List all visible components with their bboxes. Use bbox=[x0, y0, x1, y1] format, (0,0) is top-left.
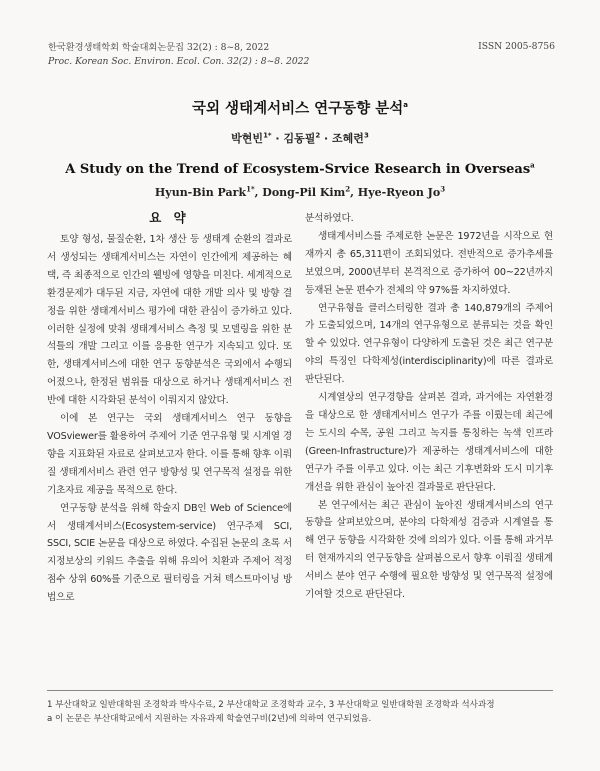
title-korean-text: 국외 생태계서비스 연구동향 분석 bbox=[192, 101, 404, 117]
author-ko-2: 김동필 bbox=[283, 132, 316, 145]
author-separator-en: , bbox=[350, 186, 358, 199]
abstract-paragraph: 분석하였다. bbox=[305, 213, 354, 224]
title-korean bbox=[0, 97, 600, 118]
abstract-paragraph: 이에 본 연구는 국외 생태계서비스 연구 동향을 VOSviewer를 활용하여 주제어 기준 연구유형 및 시계열 경향을 지표화된 자료로 살펴보고자 한다. 이를 통해 향후 이뤄질 생태계서비스 관련 연구 방향성 및 연구목적 설정을 위한 기초자료 제공을 목적으로 한다. bbox=[47, 413, 292, 496]
author-en-2-sup: 2 bbox=[345, 184, 351, 194]
abstract-paragraph: 연구유형을 클러스터링한 결과 총 140,879개의 주제어가 도출되었으며, 14개의 연구유형으로 분류되는 것을 확인할 수 있었다. 연구유형이 다양하게 도출된 것은 최근 연구분야의 특징인 다학제성(interdisciplinarity)에 따른 결과로 판단된다. bbox=[305, 302, 553, 386]
abstract-heading: 요 약 bbox=[149, 210, 190, 225]
journal-header bbox=[48, 41, 309, 69]
title-english bbox=[0, 162, 600, 177]
authors-english bbox=[0, 186, 600, 199]
footnote-funding: a 이 논문은 부산대학교에서 지원하는 자유과제 학술연구비(2년)에 의하여 연구되었음. bbox=[47, 714, 372, 724]
abstract-left-column bbox=[47, 231, 292, 607]
footnote-divider bbox=[47, 690, 553, 691]
abstract-paragraph: 시계열상의 연구경향을 살펴본 결과, 과거에는 자연환경을 대상으로 한 생태계서비스 연구가 주를 이뤘는데 최근에는 도시의 수목, 공원 그리고 녹지를 통칭하는 녹색 인프라(Green-Infrastructure)가 제공하는 생태계서비스에 대한 연구가 주를 이루고 있다. 이는 최근 기후변화와 도시 미기후 개선을 위한 관심이 높아진 결과물로 판단된다. bbox=[305, 392, 553, 493]
author-ko-1-sup: 1* bbox=[263, 131, 272, 140]
journal-name-en: Proc. Korean Soc. Environ. Ecol. Con. 32(2) : 8~8. 2022 bbox=[48, 56, 310, 67]
abstract-paragraph: 생태계서비스를 주제로한 논문은 1972년을 시작으로 현재까지 총 65,311편이 조회되었다. 전반적으로 증가추세를 보였으며, 2000년부터 본격적으로 증가하여 00~22년까지 등재된 논문 편수가 전체의 약 97%를 차지하였다. bbox=[305, 230, 553, 296]
title-english-text: A Study on the Trend of Ecosystem-Srvice Research in Overseas bbox=[65, 162, 531, 177]
issn: ISSN 2005-8756 bbox=[478, 41, 555, 52]
author-ko-3: 조혜련 bbox=[332, 132, 364, 145]
footnotes bbox=[47, 698, 553, 726]
author-en-2: Dong-Pil Kim bbox=[262, 186, 346, 199]
abstract-right-column bbox=[305, 210, 553, 604]
abstract-paragraph: 토양 형성, 물질순환, 1차 생산 등 생태계 순환의 결과로서 생성되는 생태계서비스는 자연이 인간에게 제공하는 혜택, 즉 최종적으로 인간의 웰빙에 영향을 미친다. 세계적으로 환경문제가 대두된 지금, 자연에 대한 개발 의사 및 방향 결정을 위한 생태계서비스 평가에 대한 관심이 증가하고 있다. 이러한 실정에 맞춰 생태계서비스 측정 및 모델링을 위한 분석틀의 개발 그리고 이를 응용한 연구가 지속되고 있다. 또한, 생태계서비스에 대한 연구 동향분석은 국외에서 수행되어졌으나, 한정된 범위를 대상으로 하거나 생태계서비스 전반에 대한 시각화된 분석이 이뤄지지 않았다. bbox=[47, 234, 292, 407]
author-separator-en: , bbox=[254, 186, 263, 199]
abstract-paragraph: 연구동향 분석을 위해 학술지 DB인 Web of Science에서 생태계서비스(Ecosystem-service) 연구주제 SCI, SSCI, SCIE 논문을 대상으로 하였다. 수집된 논문의 초록 서지정보상의 키워드 추출을 위해 유의어 치환과 주제어 적정점수 상위 60%를 기준으로 필터링을 거쳐 텍스트마이닝 방법으로 bbox=[47, 502, 292, 604]
abstract-paragraph: 본 연구에서는 최근 관심이 높아진 생태계서비스의 연구동향을 살펴보았으며, 분야의 다학제성 검증과 시계열을 통해 연구 동향을 시각화한 것에 의의가 있다. 이를 통해 과거부터 현재까지의 연구동향을 살펴봄으로서 향후 이뤄질 생태계서비스 분야 연구 수행에 필요한 방향성 및 연구목적 설정에 기여할 것으로 판단된다. bbox=[305, 499, 553, 601]
author-en-1: Hyun-Bin Park bbox=[154, 186, 247, 199]
author-ko-2-sup: 2 bbox=[315, 131, 321, 140]
author-en-3-sup: 3 bbox=[440, 184, 446, 194]
author-en-1-sup: 1* bbox=[246, 184, 255, 194]
author-en-3: Hye-Ryeon Jo bbox=[357, 186, 441, 199]
author-ko-1: 박현빈 bbox=[231, 132, 264, 145]
title-korean-sup: a bbox=[403, 101, 408, 110]
author-separator: · bbox=[271, 132, 284, 145]
authors-korean bbox=[0, 130, 600, 146]
journal-name-ko: 한국환경생태학회 학술대회논문집 32(2) : 8~8, 2022 bbox=[48, 42, 270, 53]
author-separator: · bbox=[320, 132, 333, 145]
title-english-sup: a bbox=[530, 160, 535, 170]
footnote-affiliations: 1 부산대학교 일반대학원 조경학과 박사수료, 2 부산대학교 조경학과 교수, 3 부산대학교 일반대학원 조경학과 석사과정 bbox=[47, 700, 495, 710]
author-ko-3-sup: 3 bbox=[363, 131, 369, 140]
